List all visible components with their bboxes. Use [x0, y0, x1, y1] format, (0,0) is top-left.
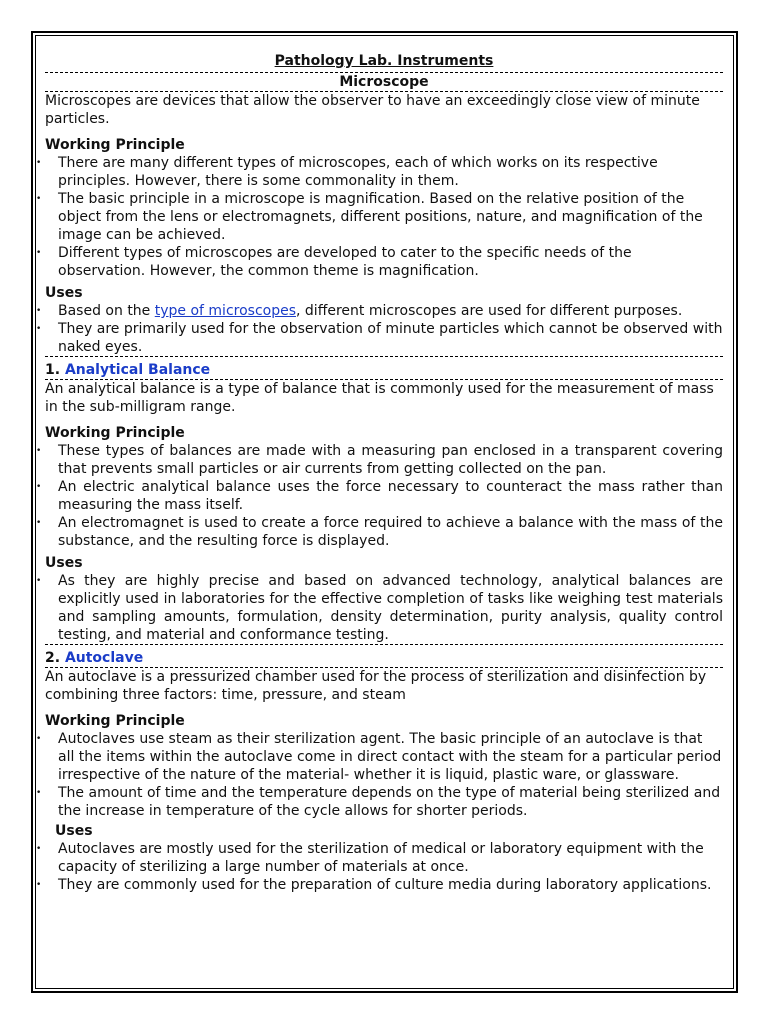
balance-uses-label: Uses [45, 555, 83, 571]
list-item: • They are commonly used for the preparation of culture media during laboratory applications. [45, 876, 723, 894]
uses-text-after: , different microscopes are used for different purposes. [296, 303, 683, 319]
autoclave-working-principle-label: Working Principle [45, 713, 185, 729]
autoclave-intro: An autoclave is a pressurized chamber used for the process of sterilization and disinfection by combining three factors: time, pressure, and steam [45, 669, 707, 703]
list-item: • They are primarily used for the observation of minute particles which cannot be observed with naked eyes. [45, 320, 723, 356]
section-number: 2. [45, 650, 65, 666]
list-item: • The amount of time and the temperature depends on the type of material being sterilized and the increase in temperature of the cycle allows for shorter periods. [45, 784, 723, 820]
autoclave-working-principle-list [45, 730, 723, 820]
list-item: • Autoclaves use steam as their sterilization agent. The basic principle of an autoclave is that all the items within the autoclave come in direct contact with the steam for a particular period irrespective of the nature of the material- whether it is liquid, plastic ware, or glassware. [45, 730, 723, 784]
list-item: • An electric analytical balance uses the force necessary to counteract the mass rather than measuring the mass itself. [45, 478, 723, 514]
section-number: 1. [45, 362, 65, 378]
list-item: • An electromagnet is used to create a force required to achieve a balance with the mass of the substance, and the resulting force is displayed. [45, 514, 723, 550]
list-item [45, 302, 723, 320]
list-item: • Different types of microscopes are developed to cater to the specific needs of the observation. However, the common theme is magnification. [45, 244, 723, 280]
microscope-working-principle-list [45, 154, 723, 280]
list-item: • There are many different types of microscopes, each of which works on its respective principles. However, there is some commonality in them. [45, 154, 723, 190]
microscope-uses-label: Uses [45, 285, 83, 301]
divider [45, 644, 723, 645]
autoclave-uses-label: Uses [55, 823, 93, 839]
document-title: Pathology Lab. Instruments [274, 53, 494, 69]
list-item: • These types of balances are made with a measuring pan enclosed in a transparent covering that prevents small particles or air currents from getting collected on the pan. [45, 442, 723, 478]
analytical-balance-intro: An analytical balance is a type of balance that is commonly used for the measurement of mass in the sub-milligram range. [45, 381, 714, 415]
autoclave-uses-list [45, 840, 723, 894]
uses-text-before: Based on the [58, 303, 155, 319]
microscope-uses-list [45, 302, 723, 356]
analytical-balance-heading [45, 361, 723, 380]
microscope-heading: Microscope [45, 73, 723, 92]
document-body [45, 52, 723, 894]
analytical-balance-link[interactable]: Analytical Balance [64, 362, 211, 378]
list-item: • The basic principle in a microscope is magnification. Based on the relative position of the object from the lens or electromagnets, different positions, nature, and magnification of the image can be achieved. [45, 190, 723, 244]
list-item: • As they are highly precise and based on advanced technology, analytical balances are explicitly used in laboratories for the effective completion of tasks like weighing test materials and sampling amounts, formulation, density determination, purity analysis, quality control testing, and material and conformance testing. [45, 572, 723, 644]
autoclave-heading [45, 649, 723, 668]
autoclave-link[interactable]: Autoclave [64, 650, 144, 666]
divider [45, 356, 723, 357]
microscope-intro: Microscopes are devices that allow the observer to have an exceedingly close view of minute particles. [45, 93, 700, 127]
list-item: • Autoclaves are mostly used for the sterilization of medical or laboratory equipment with the capacity of sterilizing a large number of materials at once. [45, 840, 723, 876]
balance-uses-list [45, 572, 723, 644]
balance-working-principle-label: Working Principle [45, 425, 185, 441]
type-of-microscopes-link[interactable]: type of microscopes [154, 303, 297, 319]
microscope-working-principle-label: Working Principle [45, 137, 185, 153]
balance-working-principle-list [45, 442, 723, 550]
